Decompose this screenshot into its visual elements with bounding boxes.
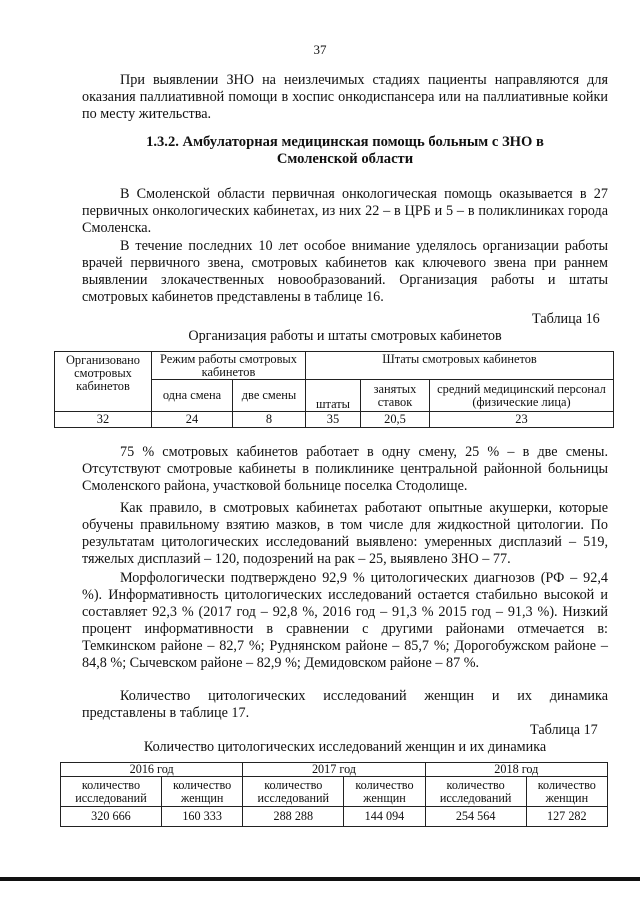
table17-header-studies: количество исследований bbox=[425, 777, 526, 807]
table17-header-women: количество женщин bbox=[344, 777, 425, 807]
table17-header-studies: количество исследований bbox=[61, 777, 162, 807]
table17-cell: 288 288 bbox=[243, 807, 344, 827]
table17-header-women: количество женщин bbox=[161, 777, 242, 807]
table17-cell: 254 564 bbox=[425, 807, 526, 827]
table16-header-occupied: занятых ставок bbox=[361, 380, 430, 412]
table16-title: Организация работы и штаты смотровых кабинетов bbox=[188, 328, 502, 344]
paragraph-table17-intro: Количество цитологических исследований женщин и их динамика представлены в таблице 17. bbox=[82, 688, 608, 721]
table16-cell: 24 bbox=[152, 412, 233, 428]
table16-cell: 20,5 bbox=[361, 412, 430, 428]
paragraph-exam-rooms: В течение последних 10 лет особое внимание уделялось организации работы врачей первичного звена, смотровых кабинетов как ключевого звена при раннем выявлении злокачественных новообразований. Организация работы и штаты смотровых кабинетов представлены в таблице 16. bbox=[82, 238, 608, 305]
table17-header-women: количество женщин bbox=[526, 777, 607, 807]
section-heading-line2: Смоленской области bbox=[276, 151, 414, 167]
table16-header-one-shift: одна смена bbox=[152, 380, 233, 412]
section-heading-line1: 1.3.2. Амбулаторная медицинская помощь больным с ЗНО в bbox=[146, 134, 544, 150]
table17-cell: 144 094 bbox=[344, 807, 425, 827]
table17-header-studies: количество исследований bbox=[243, 777, 344, 807]
table16 bbox=[54, 351, 614, 428]
section-heading bbox=[82, 134, 608, 168]
table16-cell: 35 bbox=[306, 412, 361, 428]
table17-label: Таблица 17 bbox=[530, 722, 598, 738]
table16-label: Таблица 16 bbox=[532, 311, 600, 327]
table16-cell: 8 bbox=[233, 412, 306, 428]
table16-header-states: штаты bbox=[306, 380, 361, 412]
table16-cell: 32 bbox=[55, 412, 152, 428]
table17-cell: 320 666 bbox=[61, 807, 162, 827]
table16-header-mode: Режим работы смотровых кабинетов bbox=[152, 352, 306, 380]
table17 bbox=[60, 762, 608, 827]
page-number: 37 bbox=[313, 42, 327, 57]
table17-cell: 127 282 bbox=[526, 807, 607, 827]
paragraph-primary-care: В Смоленской области первичная онкологическая помощь оказывается в 27 первичных онкологических кабинетах, из них 22 – в ЦРБ и 5 – в поликлиниках города Смоленска. bbox=[82, 186, 608, 236]
paragraph-cytology-results: Как правило, в смотровых кабинетах работают опытные акушерки, которые обучены правильному взятию мазков, в том числе для жидкостной цитологии. По результатам цитологических исследований выявлено: умеренных дисплазий – 519, тяжелых дисплазий – 120, подозрений на рак – 25, выявлено ЗНО – 77. bbox=[82, 500, 608, 567]
paragraph-palliative: При выявлении ЗНО на неизлечимых стадиях пациенты направляются для оказания паллиативной помощи в хоспис онкодиспансера или на паллиативные койки по месту жительства. bbox=[82, 72, 608, 122]
table17-title: Количество цитологических исследований женщин и их динамика bbox=[143, 739, 547, 755]
bottom-rule bbox=[0, 877, 640, 881]
table17-cell: 160 333 bbox=[161, 807, 242, 827]
table16-header-medium-staff: средний медицинский персонал (физические лица) bbox=[430, 380, 614, 412]
table16-header-staff: Штаты смотровых кабинетов bbox=[306, 352, 614, 380]
table17-year: 2017 год bbox=[243, 763, 425, 777]
paragraph-shifts: 75 % смотровых кабинетов работает в одну смену, 25 % – в две смены. Отсутствуют смотровые кабинеты в поликлинике центральной районной больницы Смоленского района, участковой больнице поселка Стодолище. bbox=[82, 444, 608, 494]
table17-year: 2016 год bbox=[61, 763, 243, 777]
table16-header-two-shifts: две смены bbox=[233, 380, 306, 412]
table17-year: 2018 год bbox=[425, 763, 607, 777]
paragraph-morphology: Морфологически подтверждено 92,9 % цитологических диагнозов (РФ – 92,4 %). Информативность цитологических исследований остается стабильно высокой и составляет 92,3 % (2017 год – 92,8 %, 2016 год – 91,3 % 2015 год – 91,3 %). Низкий процент информативности в сравнении с другими районами отмечается в: Темкинском районе – 82,7 %; Руднянском районе – 85,7 %; Дорогобужском районе – 84,8 %; Сычевском районе – 82,9 %; Демидовском районе – 87 %. bbox=[82, 570, 608, 671]
table16-header-organized: Организовано смотровых кабинетов bbox=[55, 352, 152, 412]
table16-cell: 23 bbox=[430, 412, 614, 428]
